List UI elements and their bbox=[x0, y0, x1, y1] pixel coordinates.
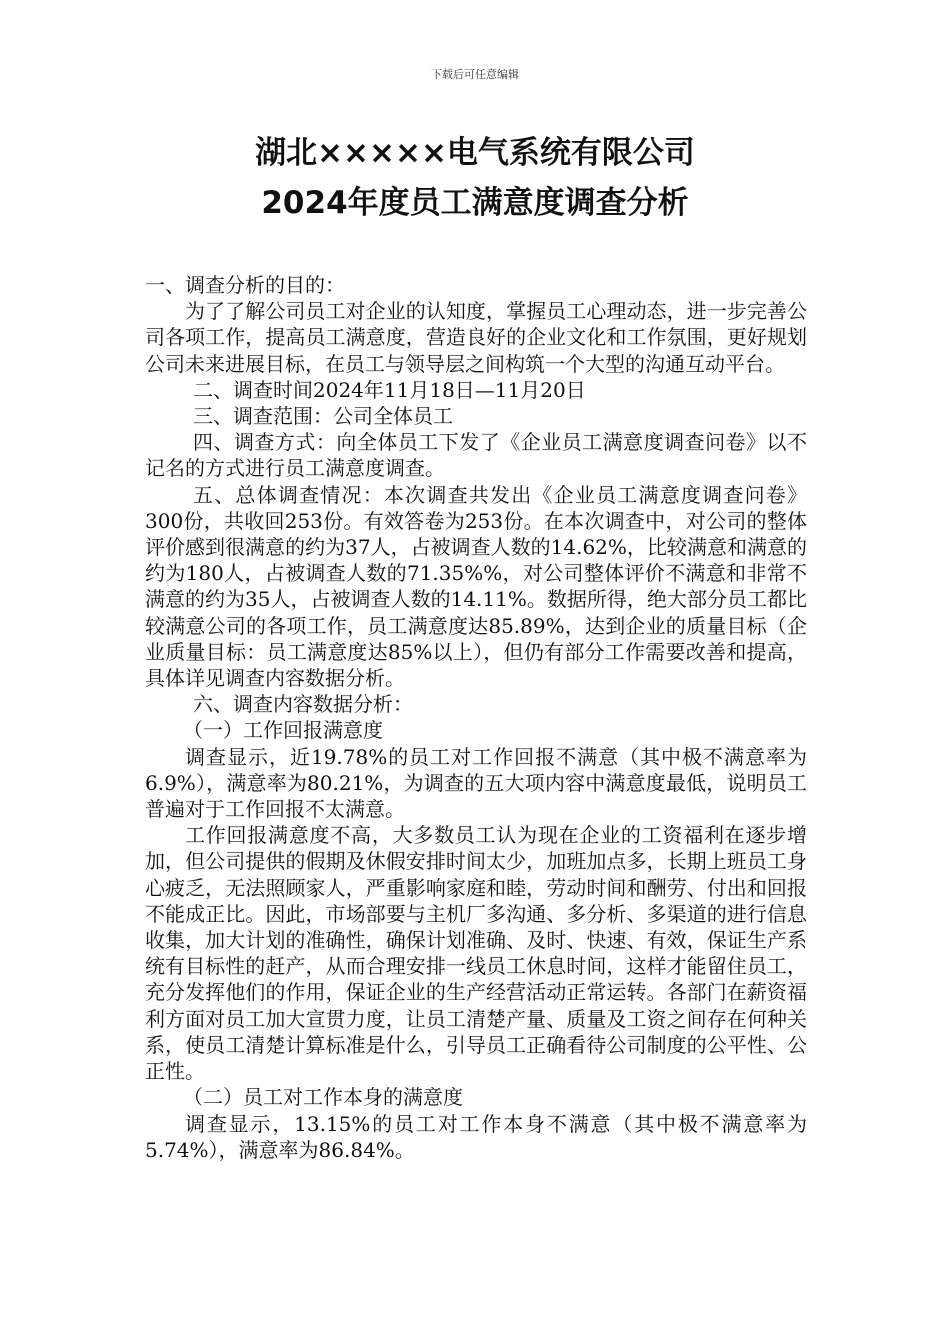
section-heading-time: 二、调查时间2024年11月18日—11月20日 bbox=[193, 377, 586, 402]
header-note: 下载后可任意编辑 bbox=[431, 68, 519, 81]
section-heading-scope: 三、调查范围：公司全体员工 bbox=[193, 404, 453, 429]
document-title-line-1: 湖北×××××电气系统有限公司 bbox=[255, 135, 695, 171]
title-block bbox=[0, 128, 950, 228]
paragraph-job-survey: 调查显示，13.15%的员工对工作本身不满意（其中极不满意率为5.74%），满意率为86.84%。 bbox=[145, 1111, 807, 1162]
subsection-heading-reward: （一）工作回报满意度 bbox=[183, 718, 383, 743]
section-heading-method: 四、调查方式：向全体员工下发了《企业员工满意度调查问卷》以不记名的方式进行员工满意度调查。 bbox=[145, 430, 807, 481]
section-heading-purpose: 一、调查分析的目的： bbox=[145, 273, 345, 297]
paragraph-reward-survey: 调查显示，近19.78%的员工对工作回报不满意（其中极不满意率为6.9%），满意率为80.21%，为调查的五大项内容中满意度最低，说明员工普遍对于工作回报不太满意。 bbox=[145, 744, 807, 822]
document-title-line-2: 2024年度员工满意度调查分析 bbox=[261, 185, 689, 221]
section-overall-survey: 五、总体调查情况：本次调查共发出《企业员工满意度调查问卷》300份，共收回253份。有效答卷为253份。在本次调查中，对公司的整体评价感到很满意的约为37人，占被调查人数的14.62%，比较满意和满意的约为180人，占被调查人数的71.35%%，对公司整体评价不满意和非常不满意的约为35人，占被调查人数的14.11%。数据所得，绝大部分员工都比较满意公司的各项工作，员工满意度达85.89%，达到企业的质量目标（企业质量目标：员工满意度达85%以上），但仍有部分工作需要改善和提高，具体详见调查内容数据分析。 bbox=[145, 482, 807, 691]
paragraph-purpose: 为了了解公司员工对企业的认知度，掌握员工心理动态，进一步完善公司各项工作，提高员工满意度，营造良好的企业文化和工作氛围，更好规划公司未来进展目标，在员工与领导层之间构筑一个大型的沟通互动平台。 bbox=[145, 299, 807, 376]
document-body bbox=[145, 272, 807, 1163]
section-heading-analysis: 六、调查内容数据分析： bbox=[193, 692, 413, 717]
paragraph-reward-analysis: 工作回报满意度不高，大多数员工认为现在企业的工资福利在逐步增加，但公司提供的假期及休假安排时间太少，加班加点多，长期上班员工身心疲乏，无法照顾家人，严重影响家庭和睦，劳动时间和酬劳、付出和回报不能成正比。因此，市场部要与主机厂多沟通、多分析、多渠道的进行信息收集，加大计划的准确性，确保计划准确、及时、快速、有效，保证生产系统有目标性的赶产，从而合理安排一线员工休息时间，这样才能留住员工，充分发挥他们的作用，保证企业的生产经营活动正常运转。各部门在薪资福利方面对员工加大宣贯力度，让员工清楚产量、质量及工资之间存在何种关系，使员工清楚计算标准是什么，引导员工正确看待公司制度的公平性、公正性。 bbox=[145, 823, 807, 1084]
subsection-heading-job: （二）员工对工作本身的满意度 bbox=[183, 1085, 463, 1110]
